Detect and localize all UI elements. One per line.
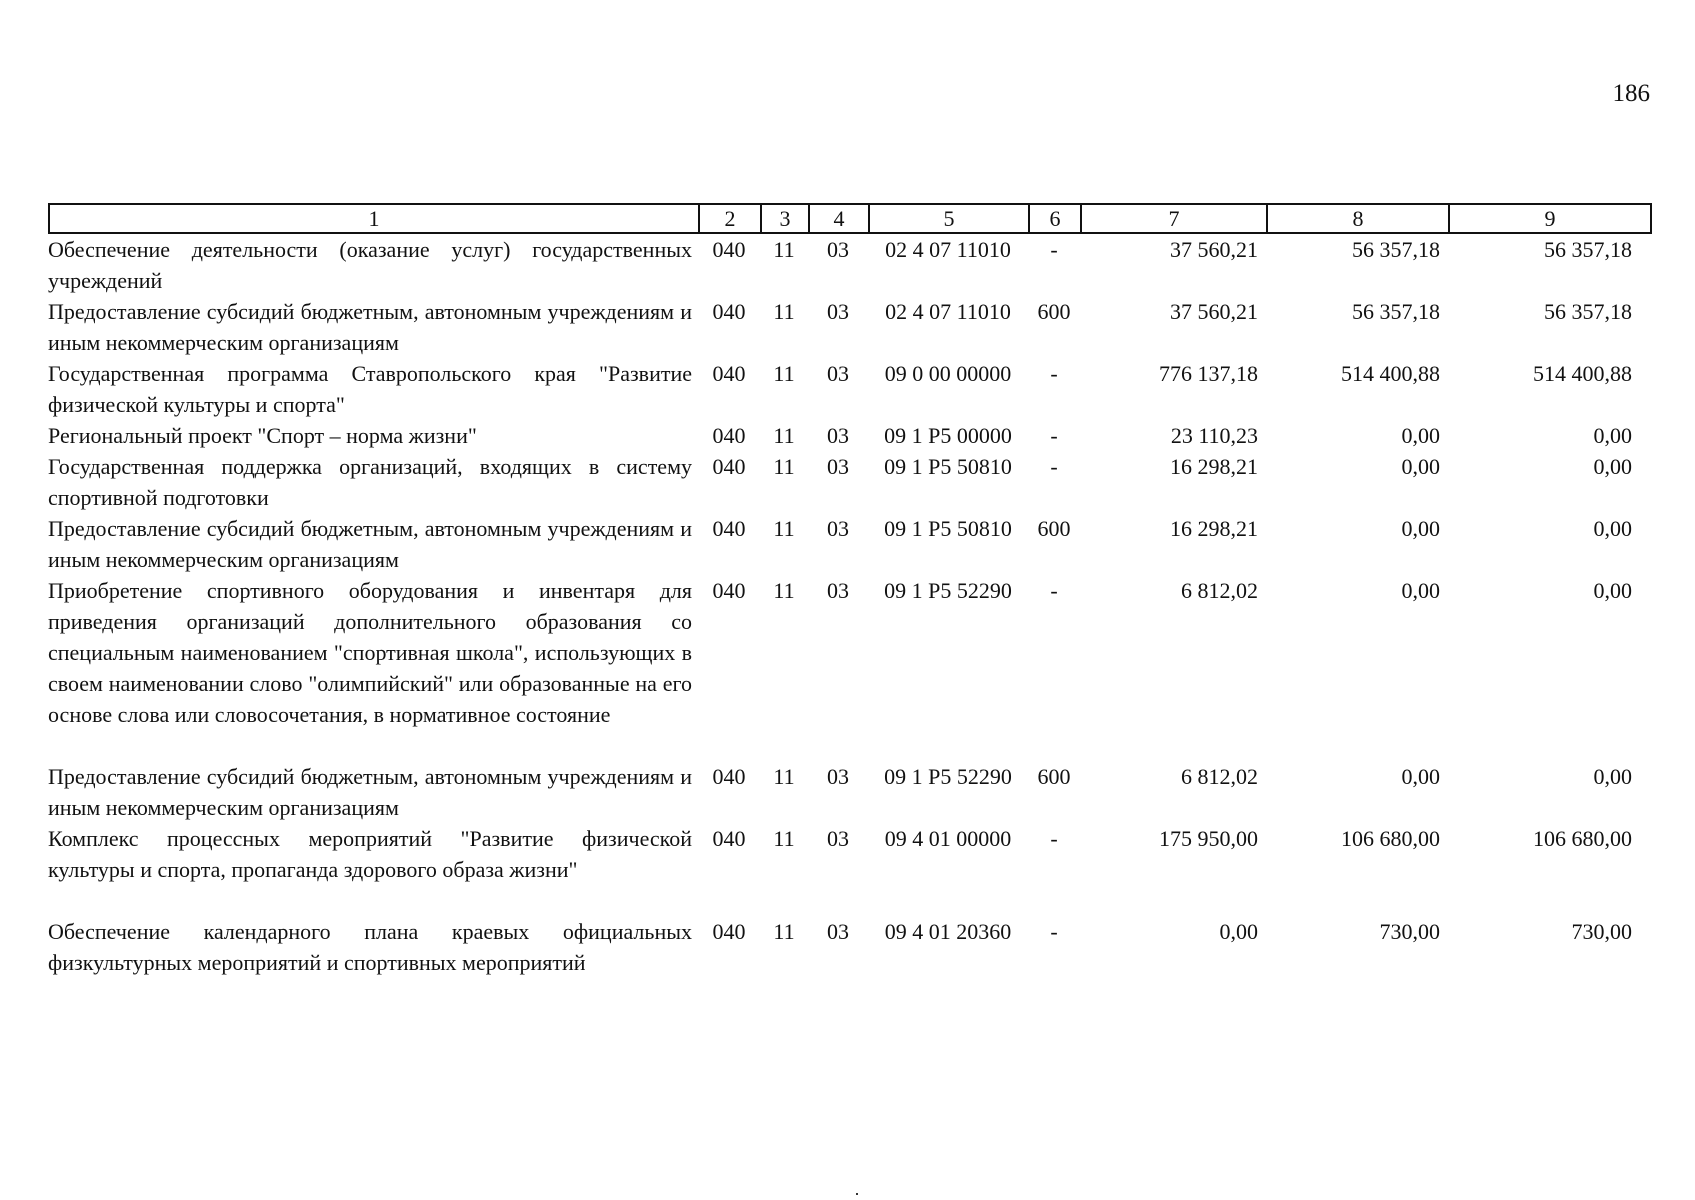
- row-name: Обеспечение календарного плана краевых официальных физкультурных мероприятий и спортивных мероприятий: [48, 919, 692, 975]
- row-col-7: 16 298,21: [1170, 516, 1258, 541]
- row-col-9: 514 400,88: [1533, 361, 1632, 386]
- column-header-6: 6: [1029, 204, 1081, 233]
- row-col-5: 02 4 07 11010: [885, 299, 1011, 324]
- row-col-6: -: [1050, 578, 1058, 603]
- row-col-2: 040: [712, 578, 746, 603]
- row-col-2: 040: [712, 764, 746, 789]
- column-header-4: 4: [809, 204, 869, 233]
- row-col-4: 03: [827, 919, 849, 944]
- row-col-8: 0,00: [1401, 578, 1440, 603]
- row-col-6: -: [1050, 454, 1058, 479]
- row-name: Региональный проект "Спорт – норма жизни": [48, 423, 477, 448]
- row-col-5: 09 1 P5 52290: [884, 578, 1012, 603]
- row-col-6: -: [1050, 237, 1058, 262]
- table-row: [48, 823, 1650, 885]
- row-col-3: 11: [773, 237, 795, 262]
- row-col-9: 56 357,18: [1544, 299, 1632, 324]
- row-col-7: 16 298,21: [1170, 454, 1258, 479]
- page-number: 186: [1612, 80, 1650, 107]
- row-col-2: 040: [712, 826, 746, 851]
- row-col-3: 11: [773, 299, 795, 324]
- row-col-3: 11: [773, 764, 795, 789]
- row-col-6: 600: [1037, 299, 1071, 324]
- row-col-5: 09 0 00 00000: [884, 361, 1012, 386]
- row-name: Приобретение спортивного оборудования и инвентаря для приведения организаций дополнительного образования со специальным наименованием "спортивная школа", использующих в своем наименовании слово "олимпийский" или образованные на его основе слова или словосочетания, в нормативное состояние: [48, 578, 692, 727]
- row-col-9: 0,00: [1593, 454, 1632, 479]
- row-col-2: 040: [712, 454, 746, 479]
- row-col-8: 0,00: [1401, 764, 1440, 789]
- row-col-8: 0,00: [1401, 423, 1440, 448]
- row-col-6: -: [1050, 919, 1058, 944]
- row-col-6: -: [1050, 826, 1058, 851]
- column-header-8: 8: [1267, 204, 1449, 233]
- row-col-8: 514 400,88: [1341, 361, 1440, 386]
- row-col-8: 730,00: [1379, 919, 1440, 944]
- table-row: [48, 575, 1650, 730]
- row-col-8: 0,00: [1401, 516, 1440, 541]
- table-row: [48, 761, 1650, 823]
- budget-table-body: [48, 234, 1650, 978]
- row-col-5: 09 1 P5 52290: [884, 764, 1012, 789]
- column-header-row: [48, 203, 1652, 234]
- row-col-4: 03: [827, 764, 849, 789]
- row-col-2: 040: [712, 237, 746, 262]
- row-col-4: 03: [827, 237, 849, 262]
- scan-speck: [856, 1193, 858, 1195]
- column-header-1: 1: [49, 204, 699, 233]
- row-name: Предоставление субсидий бюджетным, автономным учреждениям и иным некоммерческим организациям: [48, 764, 692, 820]
- row-col-7: 23 110,23: [1170, 423, 1258, 448]
- row-col-2: 040: [712, 361, 746, 386]
- row-col-5: 09 4 01 00000: [884, 826, 1012, 851]
- column-header-3: 3: [761, 204, 809, 233]
- row-col-7: 6 812,02: [1181, 578, 1258, 603]
- column-header-7: 7: [1081, 204, 1267, 233]
- row-col-8: 0,00: [1401, 454, 1440, 479]
- row-col-3: 11: [773, 919, 795, 944]
- row-col-4: 03: [827, 361, 849, 386]
- column-header-5: 5: [869, 204, 1029, 233]
- row-col-9: 106 680,00: [1533, 826, 1632, 851]
- row-col-7: 0,00: [1219, 919, 1258, 944]
- row-col-7: 37 560,21: [1170, 299, 1258, 324]
- row-col-4: 03: [827, 578, 849, 603]
- table-row: [48, 296, 1650, 358]
- row-col-5: 09 4 01 20360: [884, 919, 1012, 944]
- row-col-9: 0,00: [1593, 764, 1632, 789]
- row-col-6: 600: [1037, 764, 1071, 789]
- row-col-5: 09 1 P5 00000: [884, 423, 1012, 448]
- table-row: [48, 234, 1650, 296]
- row-col-2: 040: [712, 299, 746, 324]
- row-col-9: 0,00: [1593, 516, 1632, 541]
- row-col-4: 03: [827, 826, 849, 851]
- row-col-3: 11: [773, 361, 795, 386]
- row-col-7: 6 812,02: [1181, 764, 1258, 789]
- row-name: Предоставление субсидий бюджетным, автономным учреждениям и иным некоммерческим организациям: [48, 299, 692, 355]
- row-col-9: 0,00: [1593, 578, 1632, 603]
- table-row: [48, 451, 1650, 513]
- row-col-7: 37 560,21: [1170, 237, 1258, 262]
- table-row: [48, 358, 1650, 420]
- row-col-4: 03: [827, 454, 849, 479]
- row-col-5: 09 1 P5 50810: [884, 516, 1012, 541]
- row-col-8: 56 357,18: [1352, 237, 1440, 262]
- row-name: Государственная программа Ставропольского края "Развитие физической культуры и спорта": [48, 361, 692, 417]
- table-row: [48, 420, 1650, 451]
- row-name: Предоставление субсидий бюджетным, автономным учреждениям и иным некоммерческим организациям: [48, 516, 692, 572]
- column-header-9: 9: [1449, 204, 1651, 233]
- row-col-4: 03: [827, 516, 849, 541]
- row-col-6: -: [1050, 423, 1058, 448]
- row-col-3: 11: [773, 454, 795, 479]
- row-col-5: 09 1 P5 50810: [884, 454, 1012, 479]
- row-col-4: 03: [827, 299, 849, 324]
- row-col-8: 56 357,18: [1352, 299, 1440, 324]
- row-col-2: 040: [712, 919, 746, 944]
- table-row: [48, 916, 1650, 978]
- row-col-9: 0,00: [1593, 423, 1632, 448]
- row-col-7: 776 137,18: [1159, 361, 1258, 386]
- row-col-7: 175 950,00: [1159, 826, 1258, 851]
- row-col-3: 11: [773, 423, 795, 448]
- row-col-3: 11: [773, 516, 795, 541]
- row-col-9: 730,00: [1571, 919, 1632, 944]
- row-name: Комплекс процессных мероприятий "Развитие физической культуры и спорта, пропаганда здорового образа жизни": [48, 826, 692, 882]
- row-col-9: 56 357,18: [1544, 237, 1632, 262]
- row-col-6: -: [1050, 361, 1058, 386]
- row-col-4: 03: [827, 423, 849, 448]
- row-name: Государственная поддержка организаций, входящих в систему спортивной подготовки: [48, 454, 692, 510]
- table-row: [48, 513, 1650, 575]
- column-header-2: 2: [699, 204, 761, 233]
- row-col-2: 040: [712, 423, 746, 448]
- row-name: Обеспечение деятельности (оказание услуг) государственных учреждений: [48, 237, 692, 293]
- row-col-2: 040: [712, 516, 746, 541]
- row-col-3: 11: [773, 578, 795, 603]
- row-col-5: 02 4 07 11010: [885, 237, 1011, 262]
- row-col-6: 600: [1037, 516, 1071, 541]
- row-col-3: 11: [773, 826, 795, 851]
- row-col-8: 106 680,00: [1341, 826, 1440, 851]
